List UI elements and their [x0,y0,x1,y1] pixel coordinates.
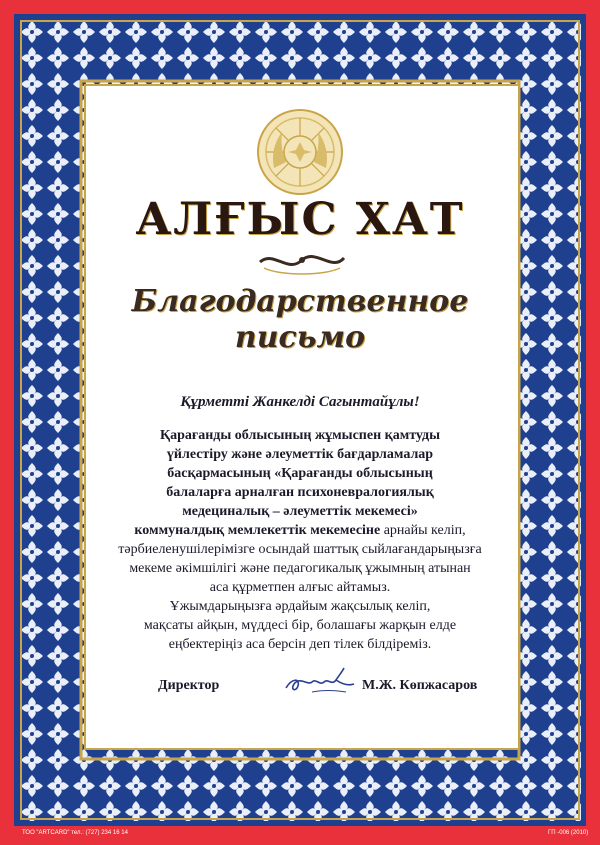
title-russian [86,284,514,356]
form-code: ГП -006 (2010) [548,830,589,836]
signature-row [86,674,514,700]
salutation: Құрметті Жанкелді Сагынтайұлы! [180,394,420,410]
body-bold-line: үйлестіру және әлеуметтік бағдарламалар [166,447,434,462]
letter-body [100,426,500,654]
body-line: еңбектеріңіз аса берсін деп тілек білдіреміз. [168,637,432,652]
title-ru-line2: письмо [234,320,366,355]
body-line: Ұжымдарыңызға әрдайым жақсылық келіп, [169,599,431,614]
body-mixed-regular: арнайы келіп, [383,523,466,538]
printer-info: ТОО "ARTCARD" тел.: (727) 234 16 14 [22,830,128,836]
body-bold-line: басқармасының «Қарағанды облысының [167,466,433,481]
signature-icon [282,664,358,700]
body-bold-line: медециналық – әлеуметтік мекемесі» [182,504,418,519]
body-bold-line: Қарағанды облысының жұмыспен қамтуды [159,428,441,443]
body-bold-line: балаларға арналған психоневралогиялық [166,485,434,500]
signer-name: М.Ж. Көпжасаров [362,678,478,693]
body-mixed-line [100,521,500,540]
signer-role: Директор [158,678,220,693]
title-ru-line1: Благодарственное [131,284,469,319]
body-line: мақсаты айқын, мүддесі бір, болашағы жарқын елде [143,618,457,633]
body-line: тәрбиеленушілерімізге осындай шаттық сыйлағандарыңызға [118,542,482,557]
body-line: аса құрметпен алғыс айтамыз. [209,580,391,595]
body-line: мекеме әкімшілігі және педагогикалық ұжымның атынан [129,561,471,576]
body-mixed-bold: коммуналдық мемлекеттік мекемесіне [134,523,381,538]
title-kazakh: АЛҒЫС ХАТ [135,194,465,245]
certificate-content [86,86,514,744]
decorative-swash-icon [254,246,350,276]
kazakhstan-emblem-icon [256,108,344,196]
